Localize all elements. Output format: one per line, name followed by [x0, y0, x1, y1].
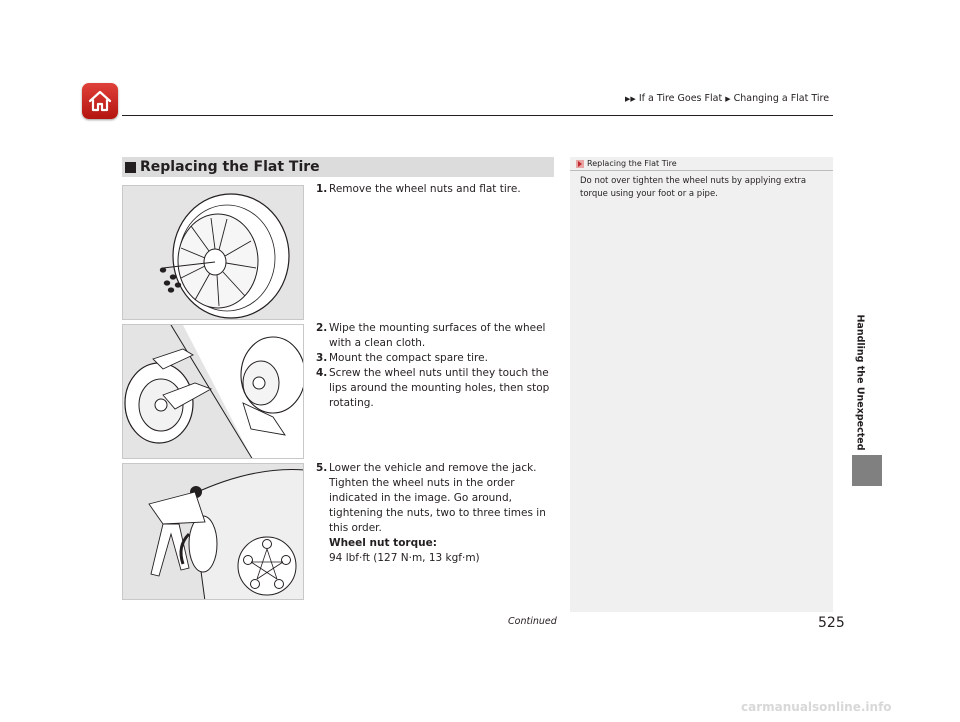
- step-text: Screw the wheel nuts until they touch the lips around the mounting holes, then stop rotating.: [329, 367, 550, 409]
- breadcrumb-item-if-a-tire-goes-flat[interactable]: If a Tire Goes Flat: [638, 93, 723, 104]
- note-body: Do not over tighten the wheel nuts by applying extra torque using your foot or a pipe.: [580, 176, 807, 199]
- steps-group-3: [316, 461, 556, 566]
- home-icon: [88, 90, 112, 112]
- watermark: carmanualsonline.info: [741, 700, 892, 714]
- home-button[interactable]: [82, 83, 118, 119]
- torque-value: 94 lbf·ft (127 N·m, 13 kgf·m): [329, 552, 480, 564]
- continued-label: Continued: [508, 616, 557, 627]
- step-text: Wipe the mounting surfaces of the wheel with a clean cloth.: [329, 322, 546, 349]
- step-text: Mount the compact spare tire.: [329, 352, 488, 364]
- wheel-illustration: [123, 186, 304, 320]
- step-text: Lower the vehicle and remove the jack. Tighten the wheel nuts in the order indicated in the image. Go around, tightening the nuts, two to three times in this order.: [329, 462, 546, 534]
- step-item: [316, 351, 556, 366]
- step-number: 4.: [316, 367, 328, 379]
- step-item: [316, 321, 556, 351]
- step-item: [316, 366, 556, 411]
- illustration-mount-spare: [122, 324, 304, 459]
- torque-label: Wheel nut torque:: [329, 537, 437, 549]
- tighten-order-illustration: [123, 464, 304, 600]
- step-number: 3.: [316, 352, 328, 364]
- breadcrumb-item-changing-a-flat-tire[interactable]: Changing a Flat Tire: [733, 93, 830, 104]
- breadcrumb-marker: ▶▶: [625, 95, 636, 103]
- step-number: 5.: [316, 462, 328, 474]
- step-text: Remove the wheel nuts and flat tire.: [329, 183, 521, 195]
- breadcrumb-marker: ▶: [725, 95, 731, 103]
- chapter-tab[interactable]: [852, 455, 882, 486]
- section-header: [122, 157, 554, 177]
- page-number: 525: [818, 615, 845, 631]
- illustration-tighten-order: [122, 463, 304, 600]
- note-panel: [570, 157, 833, 612]
- header-divider: [122, 115, 833, 116]
- note-header: [570, 157, 833, 171]
- steps-group-2: [316, 321, 556, 411]
- square-icon: [125, 162, 136, 173]
- chapter-side-label: [853, 312, 867, 452]
- step-number: 1.: [316, 183, 328, 195]
- note-arrow-icon: [576, 160, 584, 168]
- note-title: Replacing the Flat Tire: [587, 159, 677, 168]
- mount-spare-illustration: [123, 325, 304, 459]
- section-title: Replacing the Flat Tire: [140, 159, 320, 175]
- breadcrumb: [625, 93, 829, 104]
- step-item: [316, 461, 556, 566]
- steps-group-1: [316, 182, 556, 197]
- step-item: [316, 182, 556, 197]
- chapter-label-text: Handling the Unexpected: [854, 313, 866, 451]
- step-number: 2.: [316, 322, 328, 334]
- illustration-remove-wheel: [122, 185, 304, 320]
